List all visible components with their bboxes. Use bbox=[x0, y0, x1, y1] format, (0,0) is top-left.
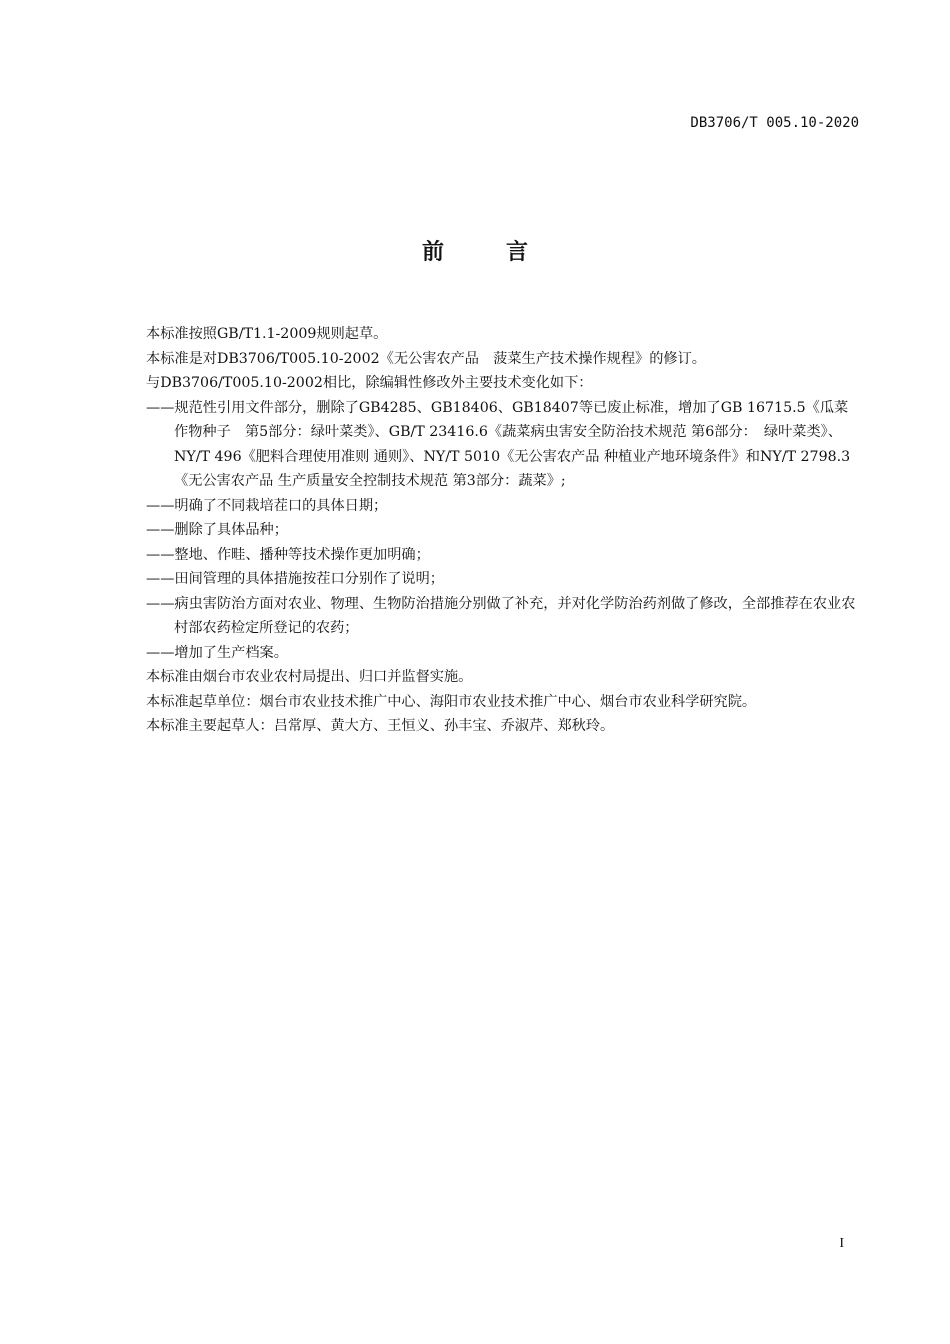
paragraph: 本标准是对DB3706/T005.10-2002《无公害农产品 菠菜生产技术操作规程》的修订。 bbox=[146, 350, 706, 367]
paragraph: 本标准按照GB/T1.1-2009规则起草。 bbox=[146, 326, 388, 342]
paragraph: 本标准起草单位：烟台市农业技术推广中心、海阳市农业技术推广中心、烟台市农业科学研究院。 bbox=[146, 693, 757, 710]
paragraph: 与DB3706/T005.10-2002相比，除编辑性修改外主要技术变化如下： bbox=[146, 375, 593, 391]
change-item: ——田间管理的具体措施按茬口分别作了说明； bbox=[146, 571, 444, 587]
page-title: 前言 bbox=[421, 240, 590, 265]
change-item: ——整地、作畦、播种等技术操作更加明确； bbox=[146, 546, 430, 563]
change-item: ——规范性引用文件部分，删除了GB4285、GB18406、GB18407等已废止标准，增加了GB 16715.5《瓜菜作物种子 第5部分：绿叶菜类》、GB/T 23416.6《蔬菜病虫害安全防治技术规范 第6部分： 绿叶菜类》、NY/T 496《肥料合理使用准则 通则》、NY/T 5010《无公害农产品 种植业产地环境条件》和NY/T 2798.3《无公害农产品 生产质量安全控制技术规范 第3部分：蔬菜》; bbox=[146, 399, 851, 489]
change-item: ——明确了不同栽培茬口的具体日期； bbox=[146, 497, 388, 514]
document-body bbox=[146, 322, 862, 739]
change-item: ——删除了具体品种； bbox=[146, 522, 288, 538]
page-number: I bbox=[839, 1236, 844, 1251]
paragraph: 本标准由烟台市农业农村局提出、归口并监督实施。 bbox=[146, 669, 473, 685]
change-item: ——增加了生产档案。 bbox=[146, 644, 288, 661]
change-item: ——病虫害防治方面对农业、物理、生物防治措施分别做了补充，并对化学防治药剂做了修改，全部推荐在农业农村部农药检定所登记的农药； bbox=[146, 595, 856, 636]
standard-code: DB3706/T 005.10-2020 bbox=[690, 115, 859, 131]
paragraph: 本标准主要起草人：吕常厚、黄大方、王恒义、孙丰宝、乔淑芹、郑秋玲。 bbox=[146, 718, 615, 734]
